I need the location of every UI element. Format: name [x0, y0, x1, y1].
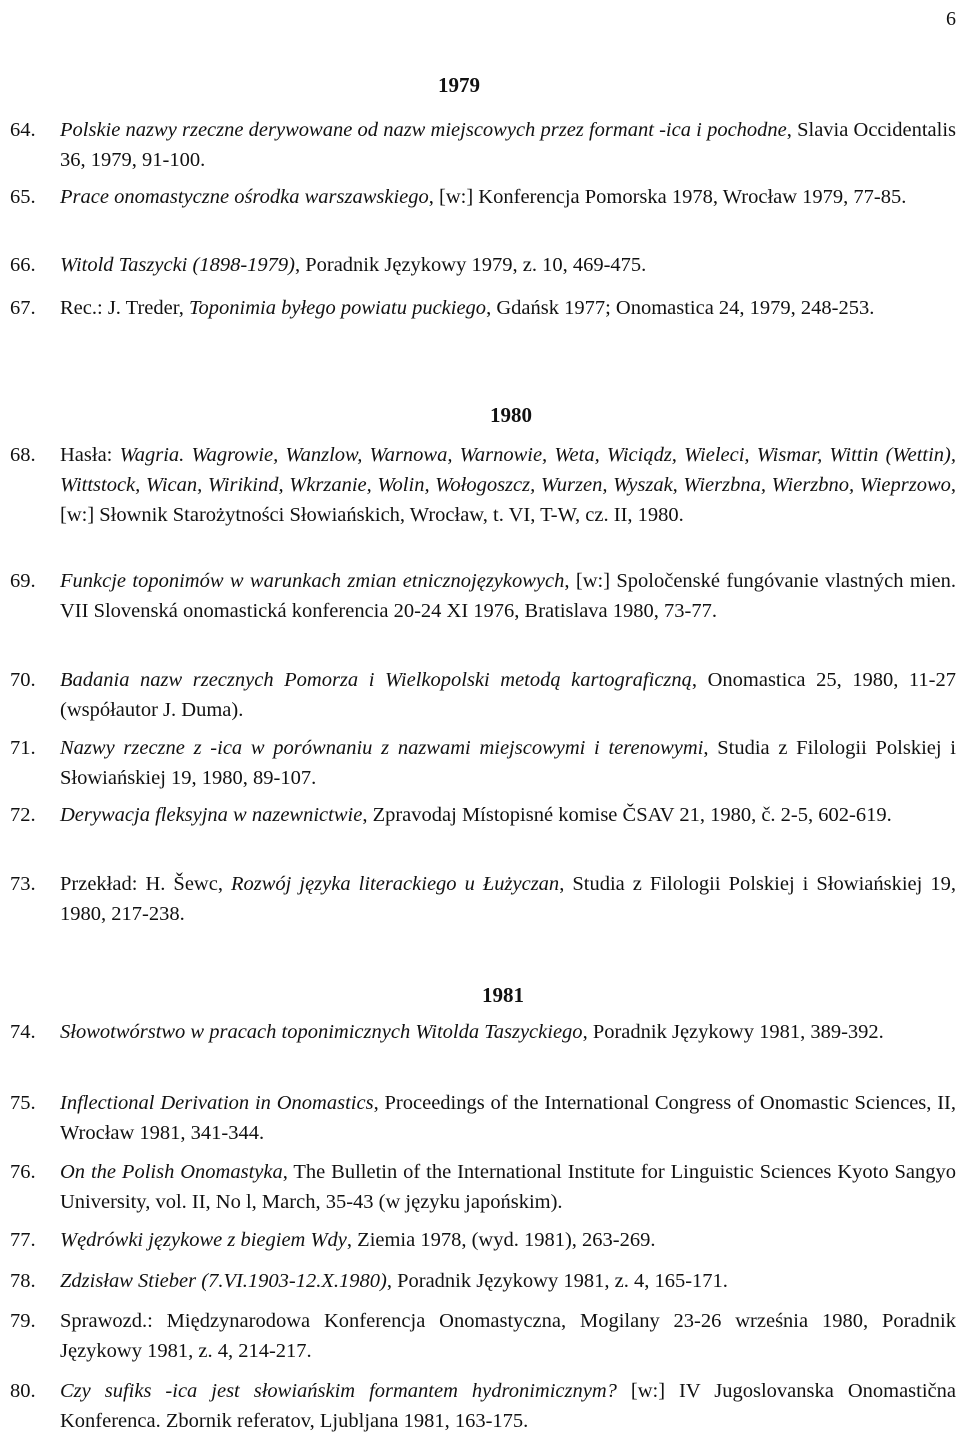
bibliography-entry — [10, 1088, 956, 1148]
entry-citation: Hasła: — [60, 444, 120, 466]
entry-text — [60, 1376, 956, 1436]
bibliography-entry — [10, 1157, 956, 1217]
bibliography-entry — [10, 665, 956, 725]
bibliography-entry — [10, 440, 956, 530]
entry-title: Wędrówki językowe z biegiem Wdy — [60, 1229, 347, 1251]
entry-title: Prace onomastyczne ośrodka warszawskiego — [60, 186, 429, 208]
entry-citation: , Onomastica 25, 1980, 11-27 (współautor J. Duma). — [60, 669, 956, 721]
entry-text — [60, 665, 956, 725]
page-number: 6 — [946, 8, 956, 30]
year-heading-1980: 1980 — [490, 403, 532, 427]
entry-text — [60, 869, 956, 929]
entry-number: 69. — [10, 570, 36, 592]
entry-text — [60, 1225, 956, 1255]
entry-text — [60, 566, 956, 626]
bibliography-entry — [10, 800, 956, 830]
entry-citation: [w:] IV Jugoslovanska Onomastična Konferenca. Zbornik referatov, Ljubljana 1981, 163-175. — [60, 1380, 956, 1432]
bibliography-entry — [10, 869, 956, 929]
entry-citation: , The Bulletin of the International Institute for Linguistic Sciences Kyoto Sangyo University, vol. II, No l, March, 35-43 (w języku japońskim). — [60, 1161, 956, 1213]
entry-title: Nazwy rzeczne z -ica w porównaniu z nazwami miejscowymi i terenowymi — [60, 737, 704, 759]
bibliography-entry — [10, 733, 956, 793]
entry-number: 66. — [10, 254, 36, 276]
entry-citation: Przekład: H. Šewc, — [60, 873, 231, 895]
entry-title: Słowotwórstwo w pracach toponimicznych Witolda Taszyckiego — [60, 1021, 583, 1043]
bibliography-entry — [10, 115, 956, 175]
entry-citation: , Gdańsk 1977; Onomastica 24, 1979, 248-253. — [486, 297, 875, 319]
entry-text — [60, 250, 956, 280]
bibliography-entry — [10, 1225, 956, 1255]
entry-number: 68. — [10, 444, 36, 466]
entry-number: 70. — [10, 669, 36, 691]
entry-title: Badania nazw rzecznych Pomorza i Wielkopolski metodą kartograficzną — [60, 669, 692, 691]
entry-number: 73. — [10, 873, 36, 895]
entry-citation: , Studia z Filologii Polskiej i Słowiańskiej 19, 1980, 89-107. — [60, 737, 956, 789]
entry-title: Inflectional Derivation in Onomastics — [60, 1092, 374, 1114]
entry-title: Wagria. Wagrowie, Wanzlow, Warnowa, Warnowie, Weta, Wiciądz, Wieleci, Wismar, Wittin (Wettin), Wittstock, Wican, Wirikind, Wkrzanie, Wolin, Wołogoszcz, Wurzen, Wyszak, Wierzbna, Wierzbno, Wieprzowo — [60, 444, 956, 496]
entry-citation: , [w:] Słownik Starożytności Słowiańskich, Wrocław, t. VI, T-W, cz. II, 1980. — [60, 474, 956, 526]
year-heading-1981: 1981 — [482, 983, 524, 1007]
bibliography-entry — [10, 1376, 956, 1436]
entry-number: 65. — [10, 186, 36, 208]
bibliography-entry — [10, 293, 956, 323]
entry-text — [60, 733, 956, 793]
entry-text — [60, 1266, 956, 1296]
entry-citation: , Ziemia 1978, (wyd. 1981), 263-269. — [346, 1229, 656, 1251]
entry-text — [60, 182, 956, 212]
entry-citation: Rec.: J. Treder, — [60, 297, 190, 319]
entry-text — [60, 440, 956, 530]
entry-citation: , Proceedings of the International Congress of Onomastic Sciences, II, Wrocław 1981, 341-344. — [60, 1092, 957, 1144]
entry-number: 80. — [10, 1380, 36, 1402]
bibliography-entry — [10, 1266, 956, 1296]
entry-citation: , Poradnik Językowy 1979, z. 10, 469-475. — [294, 254, 647, 276]
entry-text — [60, 293, 956, 323]
entry-title: Toponimia byłego powiatu puckiego — [189, 297, 487, 319]
bibliography-entry — [10, 566, 956, 626]
bibliography-entry — [10, 250, 956, 280]
entry-number: 64. — [10, 119, 36, 141]
entry-title: Funkcje toponimów w warunkach zmian etnicznojęzykowych — [60, 570, 565, 592]
entry-text — [60, 1157, 956, 1217]
entry-title: Zdzisław Stieber (7.VI.1903-12.X.1980) — [60, 1270, 387, 1292]
entry-title: Czy sufiks -ica jest słowiańskim formantem hydronimicznym? — [60, 1380, 617, 1402]
entry-title: Witold Taszycki (1898-1979) — [60, 254, 295, 276]
bibliography-entry — [10, 1306, 956, 1366]
entry-number: 71. — [10, 737, 36, 759]
entry-title: Polskie nazwy rzeczne derywowane od nazw miejscowych przez formant -ica i pochodne — [60, 119, 787, 141]
entry-citation: , Poradnik Językowy 1981, 389-392. — [582, 1021, 884, 1043]
entry-text — [60, 1088, 956, 1148]
year-heading-1979: 1979 — [438, 73, 480, 97]
entry-number: 77. — [10, 1229, 36, 1251]
entry-number: 78. — [10, 1270, 36, 1292]
entry-title: On the Polish Onomastyka — [60, 1161, 283, 1183]
entry-number: 75. — [10, 1092, 36, 1114]
entry-text — [60, 115, 956, 175]
entry-number: 76. — [10, 1161, 36, 1183]
entry-citation: , Zpravodaj Místopisné komise ČSAV 21, 1980, č. 2-5, 602-619. — [362, 804, 892, 826]
entry-text — [60, 800, 956, 830]
bibliography-entry — [10, 182, 956, 212]
entry-text — [60, 1017, 956, 1047]
entry-number: 74. — [10, 1021, 36, 1043]
entry-citation: , [w:] Spoločenské fungóvanie vlastných mien. VII Slovenská onomastická konferencia 20-24 XI 1976, Bratislava 1980, 73-77. — [60, 570, 956, 622]
entry-title: Derywacja fleksyjna w nazewnictwie — [60, 804, 363, 826]
entry-citation: , Slavia Occidentalis 36, 1979, 91-100. — [60, 119, 956, 171]
entry-number: 79. — [10, 1310, 36, 1332]
entry-citation: , Poradnik Językowy 1981, z. 4, 165-171. — [386, 1270, 728, 1292]
entry-text — [60, 1306, 956, 1366]
bibliography-entry — [10, 1017, 956, 1047]
entry-citation: Sprawozd.: Międzynarodowa Konferencja Onomastyczna, Mogilany 23-26 września 1980, Poradnik Językowy 1981, z. 4, 214-217. — [60, 1310, 956, 1362]
entry-citation: , Studia z Filologii Polskiej i Słowiańskiej 19, 1980, 217-238. — [60, 873, 956, 925]
entry-title: Rozwój języka literackiego u Łużyczan — [230, 873, 560, 895]
entry-number: 67. — [10, 297, 36, 319]
entry-citation: , [w:] Konferencja Pomorska 1978, Wrocław 1979, 77-85. — [428, 186, 907, 208]
entry-number: 72. — [10, 804, 36, 826]
